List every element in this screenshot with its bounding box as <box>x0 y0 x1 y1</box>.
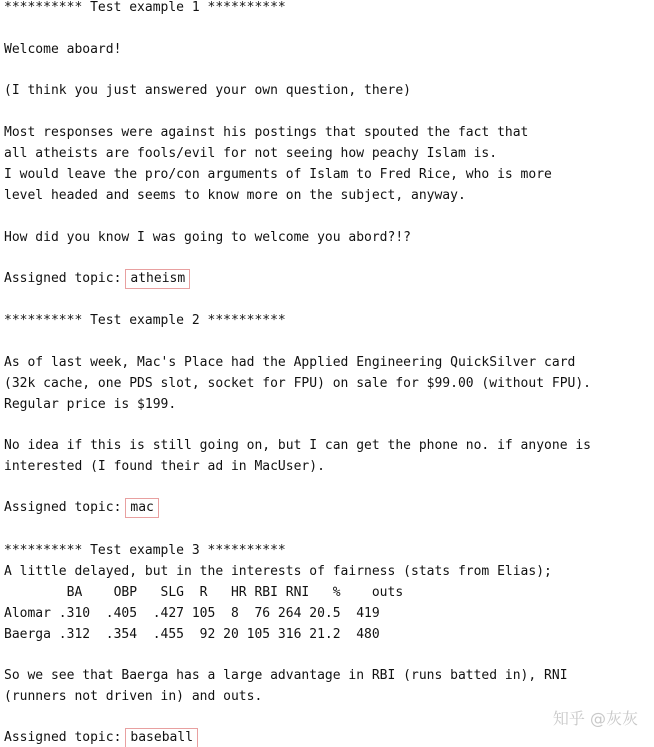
topic-badge: atheism <box>125 269 190 289</box>
example-2-line: No idea if this is still going on, but I can get the phone no. if anyone is <box>4 438 591 453</box>
example-1-header: ********** Test example 1 ********** <box>4 0 286 15</box>
example-3-assigned-topic <box>4 730 198 746</box>
assigned-topic-label: Assigned topic: <box>4 271 122 286</box>
topic-badge: mac <box>125 498 158 518</box>
stats-table-row: Baerga .312 .354 .455 92 20 105 316 21.2 480 <box>4 627 380 642</box>
example-1-line: all atheists are fools/evil for not seeing how peachy Islam is. <box>4 146 498 161</box>
example-2-line: Regular price is $199. <box>4 397 177 412</box>
example-2-header: ********** Test example 2 ********** <box>4 313 286 328</box>
example-2-line: (32k cache, one PDS slot, socket for FPU) on sale for $99.00 (without FPU). <box>4 376 591 391</box>
example-2-line: As of last week, Mac's Place had the Applied Engineering QuickSilver card <box>4 355 576 370</box>
stats-table-row: Alomar .310 .405 .427 105 8 76 264 20.5 419 <box>4 606 380 621</box>
example-1-line: How did you know I was going to welcome you abord?!? <box>4 230 411 245</box>
example-2-line: interested (I found their ad in MacUser). <box>4 459 325 474</box>
example-1-line: (I think you just answered your own question, there) <box>4 83 411 98</box>
example-3-line: (runners not driven in) and outs. <box>4 689 263 704</box>
watermark: 知乎 @灰灰 <box>552 709 638 728</box>
example-1-line: I would leave the pro/con arguments of Islam to Fred Rice, who is more <box>4 167 552 182</box>
stats-table-header: BA OBP SLG R HR RBI RNI % outs <box>4 585 404 600</box>
example-1-assigned-topic <box>4 271 190 287</box>
example-3-line: A little delayed, but in the interests of fairness (stats from Elias); <box>4 564 552 579</box>
example-1-line: level headed and seems to know more on the subject, anyway. <box>4 188 466 203</box>
assigned-topic-label: Assigned topic: <box>4 730 122 745</box>
example-1-line: Welcome aboard! <box>4 42 122 57</box>
topic-badge: baseball <box>125 728 198 747</box>
example-2-assigned-topic <box>4 500 159 516</box>
example-1-line: Most responses were against his postings that spouted the fact that <box>4 125 529 140</box>
assigned-topic-label: Assigned topic: <box>4 500 122 515</box>
example-3-header: ********** Test example 3 ********** <box>4 543 286 558</box>
example-3-line: So we see that Baerga has a large advantage in RBI (runs batted in), RNI <box>4 668 568 683</box>
